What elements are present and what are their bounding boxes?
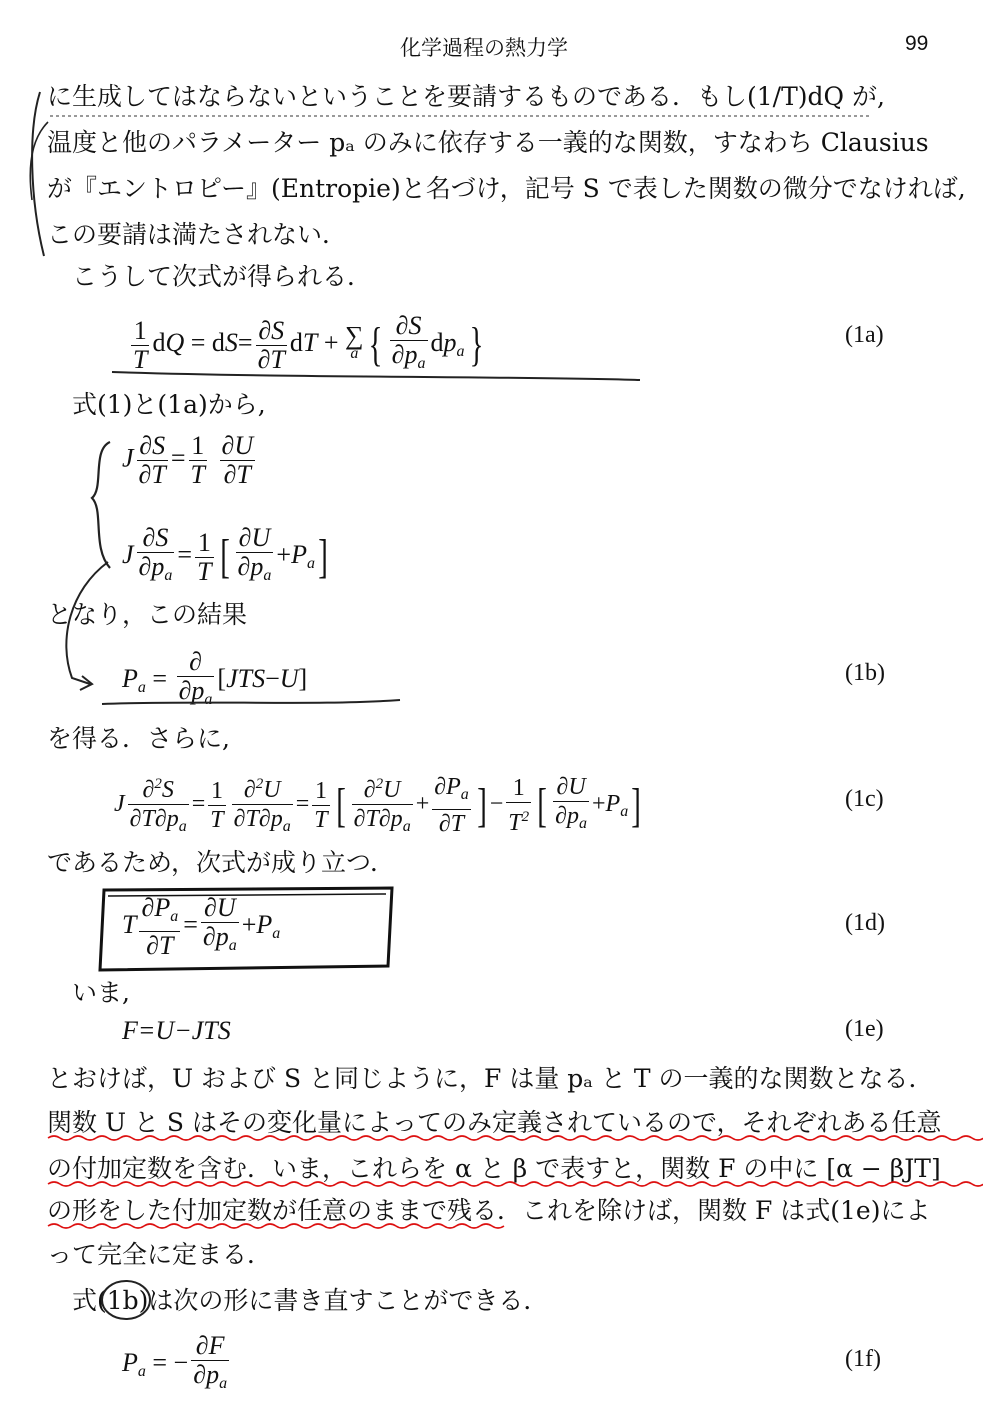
equation-1d: T $\frac{\partial P_a}{\partial T}$ = $\frac{\partial U}{\partial p_a}$ $+P_a$ — [122, 893, 281, 960]
intro-text: こうして次式が得られる． — [72, 262, 373, 291]
equation-system-bottom: J $\frac{\partial S}{\partial p_a}$ = $\frac{1}{T}$ [ $\frac{\partial U}{\partial p_a}$ $+P_a$] — [122, 523, 328, 586]
equation-number: (1b) — [845, 660, 885, 686]
paragraph-line: に生成してはならないということを要請するものである．もし(1/T)dQ が, — [47, 82, 885, 111]
equation-number: (1a) — [845, 322, 884, 348]
equation-number: (1d) — [845, 910, 885, 936]
equation-number: (1f) — [845, 1346, 881, 1372]
paragraph-line: が『エントロピー』(Entropie)と名づけ，記号 S で表した関数の微分でなければ, — [47, 174, 966, 203]
equation-number: (1c) — [845, 786, 884, 812]
text-line: を得る．さらに, — [47, 724, 230, 753]
equation-1c: J $\frac{\partial^2S}{\partial T\partial p_a}$ = $\frac{1}{T}$ $\frac{\partial^2U}{\partial T\partial p_a}$ = $\frac{1}{T}$ [ $\frac{\partial^2U}{\partial T\partial p_a}$ + $\frac{\partial P_a}{\partial T}$ ] − $\frac{1}{T^2}$ [ $\frac{\partial U}{\partial p_a}$ $+P_a$] — [114, 770, 644, 841]
text-line: であるため，次式が成り立つ． — [47, 848, 396, 877]
equation-number: (1e) — [845, 1016, 884, 1042]
text-line: となり，この結果 — [47, 600, 248, 629]
text-line: いま, — [72, 978, 130, 1007]
paragraph-line: って完全に定まる． — [47, 1240, 273, 1269]
equation-1b: $P_a$ = $\frac{\partial}{\partial p_a}$ [JTS−U] — [122, 647, 308, 708]
paragraph-line: 関数 U と S はその変化量によってのみ定義されているので，それぞれある任意 — [47, 1108, 942, 1137]
text-line: 式(1)と(1a)から, — [72, 390, 266, 419]
text-line: 式(1b)は次の形に書き直すことができる． — [72, 1286, 549, 1315]
equation-system-top: J $\frac{\partial S}{\partial T}$ = $\frac{1}{T}$ $\frac{\partial U}{\partial T}$ — [122, 431, 254, 489]
paragraph-line: とおけば，U および S と同じように，F は量 pₐ と T の一義的な関数となる． — [47, 1064, 934, 1093]
equation-1f: $P_a$ = − $\frac{\partial F}{\partial p_a}$ — [122, 1331, 228, 1392]
paragraph-line: の付加定数を含む．いま，これらを α と β で表すと，関数 F の中に [α − βJT] — [47, 1154, 941, 1183]
equation-1e: F=U−JTS — [122, 1016, 231, 1045]
paragraph-line: この要請は満たされない． — [47, 220, 348, 249]
paragraph-line: 温度と他のパラメーター pₐ のみに依存する一義的な関数，すなわち Clausius — [47, 128, 929, 157]
equation-1a: $\frac{1}{T}$ dQ = dS= $\frac{\partial S}{\partial T}$ dT + ∑ a { $\frac{\partial S}{\partial p_a}$ $dp_a$} — [133, 311, 483, 374]
page-number: 99 — [905, 32, 929, 55]
running-header: 化学過程の熱力学 — [400, 36, 568, 60]
paragraph-line: の形をした付加定数が任意のままで残る．これを除けば，関数 F は式(1e)によ — [47, 1196, 931, 1225]
